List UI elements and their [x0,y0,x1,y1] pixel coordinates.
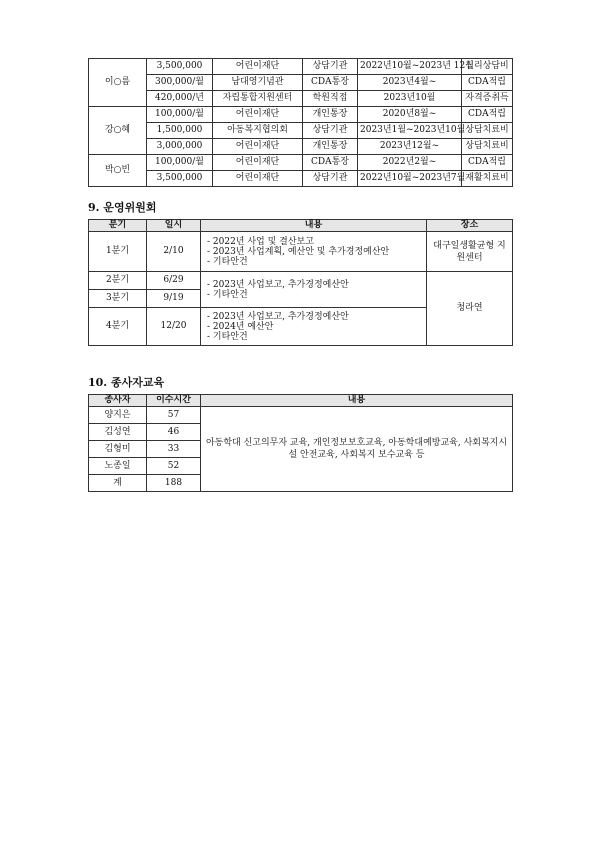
content-cell [201,232,427,272]
amount-cell: 3,500,000 [147,171,213,187]
period-cell: 2022년2월~ [358,155,462,171]
date-cell: 2/10 [147,232,201,272]
method-cell: 개인통장 [303,139,358,155]
hours-cell: 46 [147,424,201,441]
purpose-cell: CDA적립 [462,107,513,123]
content-cell [201,272,427,308]
agenda-list [203,280,424,300]
purpose-cell: 자격증취득 [462,91,513,107]
purpose-cell: 심리상담비 [462,59,513,75]
purpose-cell: 상담치료비 [462,123,513,139]
funder-cell: 자립통합지원센터 [213,91,303,107]
total-hours-cell: 188 [147,475,201,492]
method-cell: 상담기관 [303,171,358,187]
date-cell: 12/20 [147,308,201,346]
staff-name-cell: 노종일 [89,458,147,475]
period-cell: 2023년1월~2023년10월 [358,123,462,139]
total-label-cell: 계 [89,475,147,492]
column-header: 내용 [201,220,427,232]
table-row [89,75,513,91]
funder-cell: 어린이재단 [213,139,303,155]
list-item: - 기타안건 [207,257,424,267]
amount-cell: 1,500,000 [147,123,213,139]
method-cell: 학원직접 [303,91,358,107]
table-header-row [89,220,513,232]
method-cell: CDA통장 [303,155,358,171]
hours-cell: 57 [147,407,201,424]
column-header: 종사자 [89,395,147,407]
amount-cell: 100,000/월 [147,107,213,123]
funding-table [88,58,513,187]
period-cell: 2023년12월~ [358,139,462,155]
quarter-cell: 4분기 [89,308,147,346]
table-row [89,407,513,424]
committee-table [88,219,513,346]
date-cell: 6/29 [147,272,201,290]
column-header: 일시 [147,220,201,232]
table-row [89,91,513,107]
date-cell: 9/19 [147,290,201,308]
column-header: 분기 [89,220,147,232]
period-cell: 2023년10월 [358,91,462,107]
staff-name-cell: 김성연 [89,424,147,441]
funder-cell: 아동복지협의회 [213,123,303,139]
section-heading-training: 10. 종사자교육 [88,376,165,389]
amount-cell: 3,000,000 [147,139,213,155]
column-header: 장소 [427,220,513,232]
column-header: 이수시간 [147,395,201,407]
list-item: - 2023년 사업보고, 추가경정예산안 [207,312,424,322]
amount-cell: 420,000/년 [147,91,213,107]
table-row [89,232,513,272]
method-cell: 상담기관 [303,59,358,75]
staff-name-cell: 양지은 [89,407,147,424]
agenda-list [203,237,424,267]
list-item: - 2023년 사업보고, 추가경정예산안 [207,280,424,290]
amount-cell: 3,500,000 [147,59,213,75]
column-header: 내용 [201,395,513,407]
table-row [89,155,513,171]
list-item: - 2024년 예산안 [207,322,424,332]
hours-cell: 52 [147,458,201,475]
amount-cell: 300,000/월 [147,75,213,91]
funder-cell: 남대영기념관 [213,75,303,91]
method-cell: 상담기관 [303,123,358,139]
table-row [89,123,513,139]
quarter-cell: 1분기 [89,232,147,272]
list-item: - 기타안건 [207,290,424,300]
section-heading-committee: 9. 운영위원회 [88,201,157,214]
agenda-list [203,312,424,342]
recipient-name: 박○빈 [89,155,147,187]
amount-cell: 100,000/월 [147,155,213,171]
period-cell: 2020년8월~ [358,107,462,123]
funder-cell: 어린이재단 [213,107,303,123]
funder-cell: 어린이재단 [213,59,303,75]
hours-cell: 33 [147,441,201,458]
funder-cell: 어린이재단 [213,155,303,171]
table-row [89,139,513,155]
method-cell: CDA통장 [303,75,358,91]
table-header-row [89,395,513,407]
purpose-cell: 상담치료비 [462,139,513,155]
period-cell: 2023년4월~ [358,75,462,91]
method-cell: 개인통장 [303,107,358,123]
quarter-cell: 3분기 [89,290,147,308]
list-item: - 기타안건 [207,332,424,342]
table-row [89,272,513,290]
table-row [89,171,513,187]
purpose-cell: CDA적립 [462,155,513,171]
funder-cell: 어린이재단 [213,171,303,187]
period-cell: 2022년10월~2023년 12월 [358,59,462,75]
recipient-name: 이○름 [89,59,147,107]
place-cell: 대구일생활균형 지원센터 [427,232,513,272]
training-table [88,394,513,492]
recipient-name: 강○혜 [89,107,147,155]
table-row [89,59,513,75]
quarter-cell: 2분기 [89,272,147,290]
staff-name-cell: 김형미 [89,441,147,458]
list-item: - 2022년 사업 및 결산보고 [207,237,424,247]
training-content-cell: 아동학대 신고의무자 교육, 개인정보보호교육, 아동학대예방교육, 사회복지시설 안전교육, 사회복지 보수교육 등 [201,407,513,492]
content-cell [201,308,427,346]
list-item: - 2023년 사업계획, 예산안 및 추가경정예산안 [207,247,424,257]
place-cell: 청라연 [427,272,513,346]
table-row [89,107,513,123]
period-cell: 2022년10월~2023년7월 [358,171,462,187]
purpose-cell: 재활치료비 [462,171,513,187]
purpose-cell: CDA적립 [462,75,513,91]
